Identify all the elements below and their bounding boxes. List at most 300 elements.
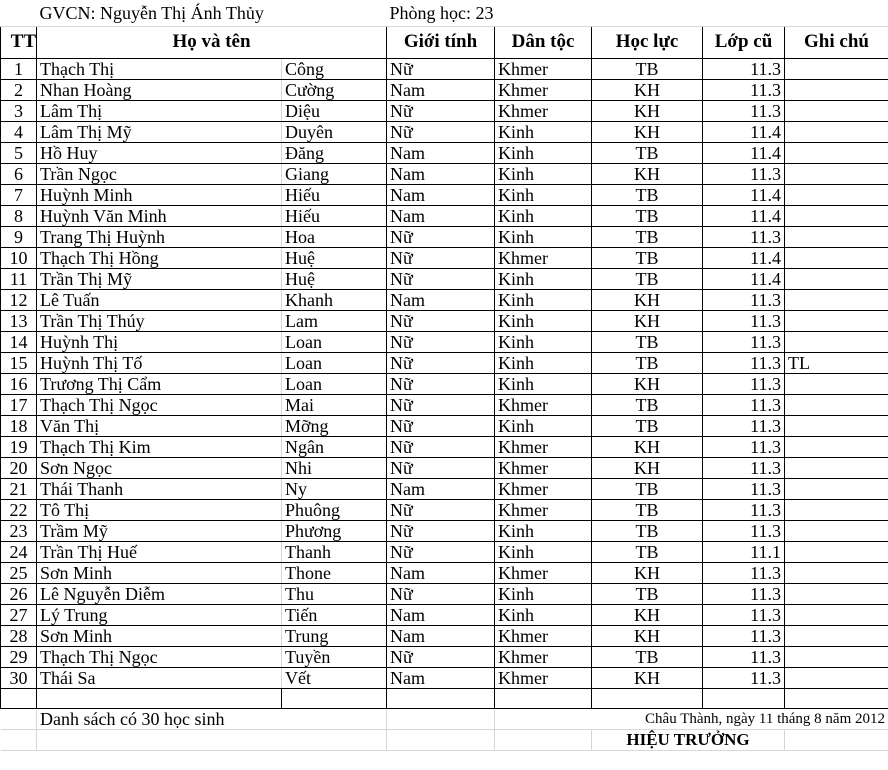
row-grade[interactable]: TB bbox=[592, 58, 703, 79]
row-old-class[interactable]: 11.3 bbox=[703, 100, 785, 121]
row-note[interactable] bbox=[785, 562, 888, 583]
row-first-name[interactable]: Giang bbox=[282, 163, 387, 184]
table-row bbox=[1, 541, 888, 562]
row-note[interactable] bbox=[785, 58, 888, 79]
row-ethnic[interactable]: Khmer bbox=[495, 625, 592, 646]
row-gender[interactable]: Nữ bbox=[387, 499, 495, 520]
row-old-class[interactable]: 11.4 bbox=[703, 184, 785, 205]
row-first-name[interactable]: Mỡng bbox=[282, 415, 387, 436]
row-stt[interactable]: 25 bbox=[1, 562, 37, 583]
row-first-name[interactable]: Đăng bbox=[282, 142, 387, 163]
row-last-name[interactable]: Trần Thị Huế bbox=[37, 541, 282, 562]
row-stt[interactable]: 6 bbox=[1, 163, 37, 184]
row-note[interactable] bbox=[785, 268, 888, 289]
row-last-name[interactable]: Trang Thị Huỳnh bbox=[37, 226, 282, 247]
row-grade[interactable]: TB bbox=[592, 520, 703, 541]
table-row bbox=[1, 457, 888, 478]
row-ethnic[interactable]: Khmer bbox=[495, 247, 592, 268]
row-note[interactable] bbox=[785, 121, 888, 142]
table-row bbox=[1, 667, 888, 688]
row-gender[interactable]: Nữ bbox=[387, 457, 495, 478]
row-last-name[interactable]: Huỳnh Thị Tố bbox=[37, 352, 282, 373]
row-ethnic[interactable]: Kinh bbox=[495, 142, 592, 163]
row-first-name[interactable]: Loan bbox=[282, 331, 387, 352]
col-stt[interactable]: TT bbox=[1, 26, 37, 58]
row-grade[interactable]: TB bbox=[592, 415, 703, 436]
row-stt[interactable]: 20 bbox=[1, 457, 37, 478]
row-last-name[interactable]: Huỳnh Minh bbox=[37, 184, 282, 205]
table-row bbox=[1, 205, 888, 226]
row-note[interactable] bbox=[785, 499, 888, 520]
row-stt[interactable]: 30 bbox=[1, 667, 37, 688]
row-grade[interactable]: TB bbox=[592, 646, 703, 667]
row-last-name[interactable]: Trần Thị Mỹ bbox=[37, 268, 282, 289]
row-note[interactable] bbox=[785, 646, 888, 667]
signer-title[interactable]: HIỆU TRƯỞNG bbox=[592, 730, 785, 751]
row-first-name[interactable]: Phương bbox=[282, 520, 387, 541]
row-last-name[interactable]: Thái Sa bbox=[37, 667, 282, 688]
row-last-name[interactable]: Sơn Ngọc bbox=[37, 457, 282, 478]
table-row bbox=[1, 268, 888, 289]
row-grade[interactable]: KH bbox=[592, 562, 703, 583]
homeroom-teacher[interactable]: GVCN: Nguyễn Thị Ánh Thủy bbox=[37, 0, 387, 26]
row-gender[interactable]: Nữ bbox=[387, 310, 495, 331]
row-gender[interactable]: Nữ bbox=[387, 646, 495, 667]
table-row bbox=[1, 100, 888, 121]
row-grade[interactable]: KH bbox=[592, 625, 703, 646]
row-grade[interactable]: TB bbox=[592, 499, 703, 520]
row-gender[interactable]: Nữ bbox=[387, 583, 495, 604]
table-row bbox=[1, 331, 888, 352]
table-row bbox=[1, 646, 888, 667]
row-last-name[interactable]: Hồ Huy bbox=[37, 142, 282, 163]
row-first-name[interactable]: Thone bbox=[282, 562, 387, 583]
row-gender[interactable]: Nữ bbox=[387, 541, 495, 562]
table-row bbox=[1, 163, 888, 184]
row-old-class[interactable]: 11.3 bbox=[703, 499, 785, 520]
row-grade[interactable]: KH bbox=[592, 604, 703, 625]
row-ethnic[interactable]: Khmer bbox=[495, 478, 592, 499]
row-first-name[interactable]: Loan bbox=[282, 373, 387, 394]
row-gender[interactable]: Nữ bbox=[387, 331, 495, 352]
row-first-name[interactable]: Trung bbox=[282, 625, 387, 646]
row-first-name[interactable]: Hiếu bbox=[282, 205, 387, 226]
row-gender[interactable]: Nam bbox=[387, 79, 495, 100]
row-first-name[interactable]: Nhi bbox=[282, 457, 387, 478]
row-ethnic[interactable]: Kinh bbox=[495, 352, 592, 373]
row-stt[interactable]: 4 bbox=[1, 121, 37, 142]
row-last-name[interactable]: Thạch Thị Hồng bbox=[37, 247, 282, 268]
col-old-class[interactable]: Lớp cũ bbox=[703, 26, 785, 58]
row-note[interactable] bbox=[785, 625, 888, 646]
row-old-class[interactable]: 11.3 bbox=[703, 79, 785, 100]
row-note[interactable] bbox=[785, 394, 888, 415]
row-old-class[interactable]: 11.4 bbox=[703, 142, 785, 163]
row-stt[interactable]: 26 bbox=[1, 583, 37, 604]
row-stt[interactable]: 16 bbox=[1, 373, 37, 394]
row-note[interactable] bbox=[785, 331, 888, 352]
row-last-name[interactable]: Văn Thị bbox=[37, 415, 282, 436]
empty-cell[interactable] bbox=[1, 709, 37, 730]
row-note[interactable] bbox=[785, 184, 888, 205]
col-gender[interactable]: Giới tính bbox=[387, 26, 495, 58]
row-old-class[interactable]: 11.3 bbox=[703, 583, 785, 604]
row-old-class[interactable]: 11.3 bbox=[703, 520, 785, 541]
row-note[interactable] bbox=[785, 541, 888, 562]
row-note[interactable] bbox=[785, 520, 888, 541]
table-row bbox=[1, 625, 888, 646]
row-note[interactable] bbox=[785, 478, 888, 499]
row-note[interactable] bbox=[785, 457, 888, 478]
row-stt[interactable]: 3 bbox=[1, 100, 37, 121]
row-last-name[interactable]: Trầm Mỹ bbox=[37, 520, 282, 541]
row-gender[interactable]: Nữ bbox=[387, 100, 495, 121]
row-gender[interactable]: Nam bbox=[387, 205, 495, 226]
row-old-class[interactable]: 11.3 bbox=[703, 352, 785, 373]
row-gender[interactable]: Nam bbox=[387, 604, 495, 625]
row-gender[interactable]: Nam bbox=[387, 562, 495, 583]
row-last-name[interactable]: Lý Trung bbox=[37, 604, 282, 625]
row-ethnic[interactable]: Kinh bbox=[495, 268, 592, 289]
row-gender[interactable]: Nữ bbox=[387, 373, 495, 394]
table-row bbox=[1, 226, 888, 247]
row-ethnic[interactable]: Kinh bbox=[495, 205, 592, 226]
row-ethnic[interactable]: Khmer bbox=[495, 562, 592, 583]
table-row bbox=[1, 184, 888, 205]
row-note[interactable] bbox=[785, 667, 888, 688]
row-ethnic[interactable]: Kinh bbox=[495, 604, 592, 625]
row-old-class[interactable]: 11.4 bbox=[703, 247, 785, 268]
row-ethnic[interactable]: Kinh bbox=[495, 121, 592, 142]
row-last-name[interactable]: Thạch Thị Ngọc bbox=[37, 394, 282, 415]
table-row bbox=[1, 436, 888, 457]
row-note[interactable] bbox=[785, 205, 888, 226]
row-stt[interactable]: 24 bbox=[1, 541, 37, 562]
empty-cell[interactable] bbox=[592, 688, 703, 709]
row-stt[interactable]: 5 bbox=[1, 142, 37, 163]
table-row bbox=[1, 142, 888, 163]
row-gender[interactable]: Nữ bbox=[387, 121, 495, 142]
row-old-class[interactable]: 11.3 bbox=[703, 562, 785, 583]
row-first-name[interactable]: Phuông bbox=[282, 499, 387, 520]
row-old-class[interactable]: 11.3 bbox=[703, 478, 785, 499]
row-stt[interactable]: 12 bbox=[1, 289, 37, 310]
row-last-name[interactable]: Huỳnh Văn Minh bbox=[37, 205, 282, 226]
row-grade[interactable]: TB bbox=[592, 268, 703, 289]
row-first-name[interactable]: Công bbox=[282, 58, 387, 79]
row-first-name[interactable]: Loan bbox=[282, 352, 387, 373]
row-note[interactable] bbox=[785, 289, 888, 310]
row-ethnic[interactable]: Kinh bbox=[495, 184, 592, 205]
row-ethnic[interactable]: Kinh bbox=[495, 415, 592, 436]
row-last-name[interactable]: Sơn Minh bbox=[37, 625, 282, 646]
row-note[interactable] bbox=[785, 163, 888, 184]
empty-cell[interactable] bbox=[387, 688, 495, 709]
row-stt[interactable]: 11 bbox=[1, 268, 37, 289]
col-grade[interactable]: Học lực bbox=[592, 26, 703, 58]
row-gender[interactable]: Nam bbox=[387, 667, 495, 688]
row-grade[interactable]: KH bbox=[592, 436, 703, 457]
row-note[interactable] bbox=[785, 142, 888, 163]
row-gender[interactable]: Nữ bbox=[387, 352, 495, 373]
place-date[interactable]: Châu Thành, ngày 11 tháng 8 năm 2012 bbox=[495, 709, 888, 730]
row-first-name[interactable]: Thanh bbox=[282, 541, 387, 562]
row-first-name[interactable]: Hiếu bbox=[282, 184, 387, 205]
row-last-name[interactable]: Thạch Thị bbox=[37, 58, 282, 79]
row-note[interactable] bbox=[785, 373, 888, 394]
row-first-name[interactable]: Huệ bbox=[282, 268, 387, 289]
row-stt[interactable]: 14 bbox=[1, 331, 37, 352]
row-ethnic[interactable]: Khmer bbox=[495, 436, 592, 457]
row-first-name[interactable]: Huệ bbox=[282, 247, 387, 268]
empty-row bbox=[1, 688, 888, 709]
row-grade[interactable]: TB bbox=[592, 184, 703, 205]
row-ethnic[interactable]: Khmer bbox=[495, 499, 592, 520]
row-grade[interactable]: KH bbox=[592, 457, 703, 478]
empty-cell[interactable] bbox=[387, 709, 495, 730]
column-header-row bbox=[1, 26, 888, 58]
row-stt[interactable]: 10 bbox=[1, 247, 37, 268]
table-row bbox=[1, 415, 888, 436]
table-row bbox=[1, 583, 888, 604]
row-ethnic[interactable]: Khmer bbox=[495, 646, 592, 667]
row-old-class[interactable]: 11.3 bbox=[703, 436, 785, 457]
row-gender[interactable]: Nữ bbox=[387, 58, 495, 79]
row-old-class[interactable]: 11.4 bbox=[703, 205, 785, 226]
table-row bbox=[1, 121, 888, 142]
empty-cell[interactable] bbox=[785, 688, 888, 709]
row-stt[interactable]: 9 bbox=[1, 226, 37, 247]
row-gender[interactable]: Nam bbox=[387, 163, 495, 184]
row-ethnic[interactable]: Khmer bbox=[495, 457, 592, 478]
row-first-name[interactable]: Ngân bbox=[282, 436, 387, 457]
row-old-class[interactable]: 11.3 bbox=[703, 457, 785, 478]
row-grade[interactable]: TB bbox=[592, 394, 703, 415]
row-old-class[interactable]: 11.3 bbox=[703, 625, 785, 646]
row-stt[interactable]: 27 bbox=[1, 604, 37, 625]
row-grade[interactable]: KH bbox=[592, 310, 703, 331]
student-count[interactable]: Danh sách có 30 học sinh bbox=[37, 709, 387, 730]
empty-cell[interactable] bbox=[37, 730, 387, 751]
row-gender[interactable]: Nữ bbox=[387, 394, 495, 415]
row-first-name[interactable]: Tiến bbox=[282, 604, 387, 625]
row-last-name[interactable]: Lê Tuấn bbox=[37, 289, 282, 310]
empty-cell[interactable] bbox=[1, 688, 37, 709]
row-last-name[interactable]: Sơn Minh bbox=[37, 562, 282, 583]
row-gender[interactable]: Nữ bbox=[387, 520, 495, 541]
row-first-name[interactable]: Thu bbox=[282, 583, 387, 604]
row-gender[interactable]: Nam bbox=[387, 289, 495, 310]
row-first-name[interactable]: Vết bbox=[282, 667, 387, 688]
footer-row bbox=[1, 709, 888, 730]
empty-cell[interactable] bbox=[37, 688, 282, 709]
row-old-class[interactable]: 11.1 bbox=[703, 541, 785, 562]
row-last-name[interactable]: Trương Thị Cẩm bbox=[37, 373, 282, 394]
empty-cell[interactable] bbox=[703, 688, 785, 709]
row-ethnic[interactable]: Kinh bbox=[495, 583, 592, 604]
classroom[interactable]: Phòng học: 23 bbox=[387, 0, 592, 26]
row-last-name[interactable]: Lâm Thị Mỹ bbox=[37, 121, 282, 142]
row-old-class[interactable]: 11.3 bbox=[703, 226, 785, 247]
row-note[interactable] bbox=[785, 604, 888, 625]
row-ethnic[interactable]: Kinh bbox=[495, 226, 592, 247]
row-note[interactable] bbox=[785, 247, 888, 268]
empty-cell[interactable] bbox=[785, 730, 888, 751]
row-old-class[interactable]: 11.3 bbox=[703, 604, 785, 625]
table-row bbox=[1, 478, 888, 499]
row-stt[interactable]: 15 bbox=[1, 352, 37, 373]
row-ethnic[interactable]: Kinh bbox=[495, 373, 592, 394]
row-note[interactable] bbox=[785, 79, 888, 100]
row-first-name[interactable]: Ny bbox=[282, 478, 387, 499]
row-old-class[interactable]: 11.3 bbox=[703, 289, 785, 310]
row-last-name[interactable]: Trần Ngọc bbox=[37, 163, 282, 184]
row-gender[interactable]: Nữ bbox=[387, 415, 495, 436]
row-stt[interactable]: 29 bbox=[1, 646, 37, 667]
row-gender[interactable]: Nam bbox=[387, 184, 495, 205]
row-old-class[interactable]: 11.3 bbox=[703, 415, 785, 436]
row-old-class[interactable]: 11.3 bbox=[703, 646, 785, 667]
row-last-name[interactable]: Lâm Thị bbox=[37, 100, 282, 121]
table-row bbox=[1, 394, 888, 415]
row-gender[interactable]: Nữ bbox=[387, 268, 495, 289]
row-ethnic[interactable]: Kinh bbox=[495, 163, 592, 184]
row-note[interactable] bbox=[785, 583, 888, 604]
row-note[interactable] bbox=[785, 310, 888, 331]
row-note[interactable] bbox=[785, 436, 888, 457]
row-grade[interactable]: KH bbox=[592, 163, 703, 184]
col-ethnic[interactable]: Dân tộc bbox=[495, 26, 592, 58]
row-last-name[interactable]: Thạch Thị Ngọc bbox=[37, 646, 282, 667]
row-last-name[interactable]: Lê Nguyễn Diễm bbox=[37, 583, 282, 604]
table-row bbox=[1, 58, 888, 79]
row-stt[interactable]: 17 bbox=[1, 394, 37, 415]
row-grade[interactable]: TB bbox=[592, 205, 703, 226]
row-first-name[interactable]: Duyên bbox=[282, 121, 387, 142]
row-gender[interactable]: Nữ bbox=[387, 226, 495, 247]
empty-cell[interactable] bbox=[1, 730, 37, 751]
row-ethnic[interactable]: Khmer bbox=[495, 667, 592, 688]
row-grade[interactable]: TB bbox=[592, 226, 703, 247]
row-stt[interactable]: 2 bbox=[1, 79, 37, 100]
row-stt[interactable]: 19 bbox=[1, 436, 37, 457]
row-first-name[interactable]: Cường bbox=[282, 79, 387, 100]
row-stt[interactable]: 7 bbox=[1, 184, 37, 205]
row-last-name[interactable]: Thạch Thị Kim bbox=[37, 436, 282, 457]
row-stt[interactable]: 18 bbox=[1, 415, 37, 436]
table-row bbox=[1, 289, 888, 310]
row-first-name[interactable]: Diệu bbox=[282, 100, 387, 121]
row-stt[interactable]: 23 bbox=[1, 520, 37, 541]
row-stt[interactable]: 22 bbox=[1, 499, 37, 520]
row-old-class[interactable]: 11.3 bbox=[703, 163, 785, 184]
row-ethnic[interactable]: Khmer bbox=[495, 58, 592, 79]
row-gender[interactable]: Nam bbox=[387, 478, 495, 499]
row-grade[interactable]: TB bbox=[592, 331, 703, 352]
table-row bbox=[1, 562, 888, 583]
row-grade[interactable]: KH bbox=[592, 79, 703, 100]
table-row bbox=[1, 499, 888, 520]
table-row bbox=[1, 520, 888, 541]
row-grade[interactable]: KH bbox=[592, 289, 703, 310]
row-old-class[interactable]: 11.3 bbox=[703, 58, 785, 79]
row-last-name[interactable]: Trần Thị Thúy bbox=[37, 310, 282, 331]
row-old-class[interactable]: 11.4 bbox=[703, 268, 785, 289]
row-grade[interactable]: TB bbox=[592, 142, 703, 163]
row-stt[interactable]: 28 bbox=[1, 625, 37, 646]
empty-cell[interactable] bbox=[495, 730, 592, 751]
row-gender[interactable]: Nam bbox=[387, 625, 495, 646]
row-ethnic[interactable]: Kinh bbox=[495, 541, 592, 562]
row-grade[interactable]: KH bbox=[592, 121, 703, 142]
row-grade[interactable]: TB bbox=[592, 541, 703, 562]
row-first-name[interactable]: Mai bbox=[282, 394, 387, 415]
row-grade[interactable]: KH bbox=[592, 667, 703, 688]
row-ethnic[interactable]: Kinh bbox=[495, 520, 592, 541]
row-grade[interactable]: TB bbox=[592, 247, 703, 268]
row-note[interactable] bbox=[785, 415, 888, 436]
row-note[interactable] bbox=[785, 226, 888, 247]
row-gender[interactable]: Nữ bbox=[387, 247, 495, 268]
row-ethnic[interactable]: Khmer bbox=[495, 394, 592, 415]
row-old-class[interactable]: 11.3 bbox=[703, 373, 785, 394]
row-grade[interactable]: KH bbox=[592, 100, 703, 121]
row-ethnic[interactable]: Kinh bbox=[495, 331, 592, 352]
table-row bbox=[1, 247, 888, 268]
row-ethnic[interactable]: Kinh bbox=[495, 310, 592, 331]
col-name[interactable]: Họ và tên bbox=[37, 26, 387, 58]
empty-cell[interactable] bbox=[282, 688, 387, 709]
row-stt[interactable]: 1 bbox=[1, 58, 37, 79]
row-first-name[interactable]: Lam bbox=[282, 310, 387, 331]
table-row bbox=[1, 310, 888, 331]
row-last-name[interactable]: Thái Thanh bbox=[37, 478, 282, 499]
row-stt[interactable]: 21 bbox=[1, 478, 37, 499]
row-note[interactable]: TL bbox=[785, 352, 888, 373]
table-row bbox=[1, 373, 888, 394]
row-old-class[interactable]: 11.3 bbox=[703, 310, 785, 331]
table-row bbox=[1, 604, 888, 625]
row-last-name[interactable]: Nhan Hoàng bbox=[37, 79, 282, 100]
row-first-name[interactable]: Hoa bbox=[282, 226, 387, 247]
row-grade[interactable]: KH bbox=[592, 373, 703, 394]
row-old-class[interactable]: 11.4 bbox=[703, 121, 785, 142]
row-grade[interactable]: TB bbox=[592, 352, 703, 373]
row-ethnic[interactable]: Khmer bbox=[495, 100, 592, 121]
row-stt[interactable]: 13 bbox=[1, 310, 37, 331]
row-first-name[interactable]: Tuyền bbox=[282, 646, 387, 667]
row-gender[interactable]: Nữ bbox=[387, 436, 495, 457]
row-last-name[interactable]: Huỳnh Thị bbox=[37, 331, 282, 352]
row-gender[interactable]: Nam bbox=[387, 142, 495, 163]
col-note[interactable]: Ghi chú bbox=[785, 26, 888, 58]
row-grade[interactable]: TB bbox=[592, 583, 703, 604]
row-first-name[interactable]: Khanh bbox=[282, 289, 387, 310]
row-last-name[interactable]: Tô Thị bbox=[37, 499, 282, 520]
row-note[interactable] bbox=[785, 100, 888, 121]
row-grade[interactable]: TB bbox=[592, 478, 703, 499]
row-ethnic[interactable]: Khmer bbox=[495, 79, 592, 100]
row-old-class[interactable]: 11.3 bbox=[703, 667, 785, 688]
row-old-class[interactable]: 11.3 bbox=[703, 394, 785, 415]
empty-cell[interactable] bbox=[495, 688, 592, 709]
table-row bbox=[1, 352, 888, 373]
row-ethnic[interactable]: Kinh bbox=[495, 289, 592, 310]
row-old-class[interactable]: 11.3 bbox=[703, 331, 785, 352]
empty-cell[interactable] bbox=[387, 730, 495, 751]
table-row bbox=[1, 79, 888, 100]
row-stt[interactable]: 8 bbox=[1, 205, 37, 226]
